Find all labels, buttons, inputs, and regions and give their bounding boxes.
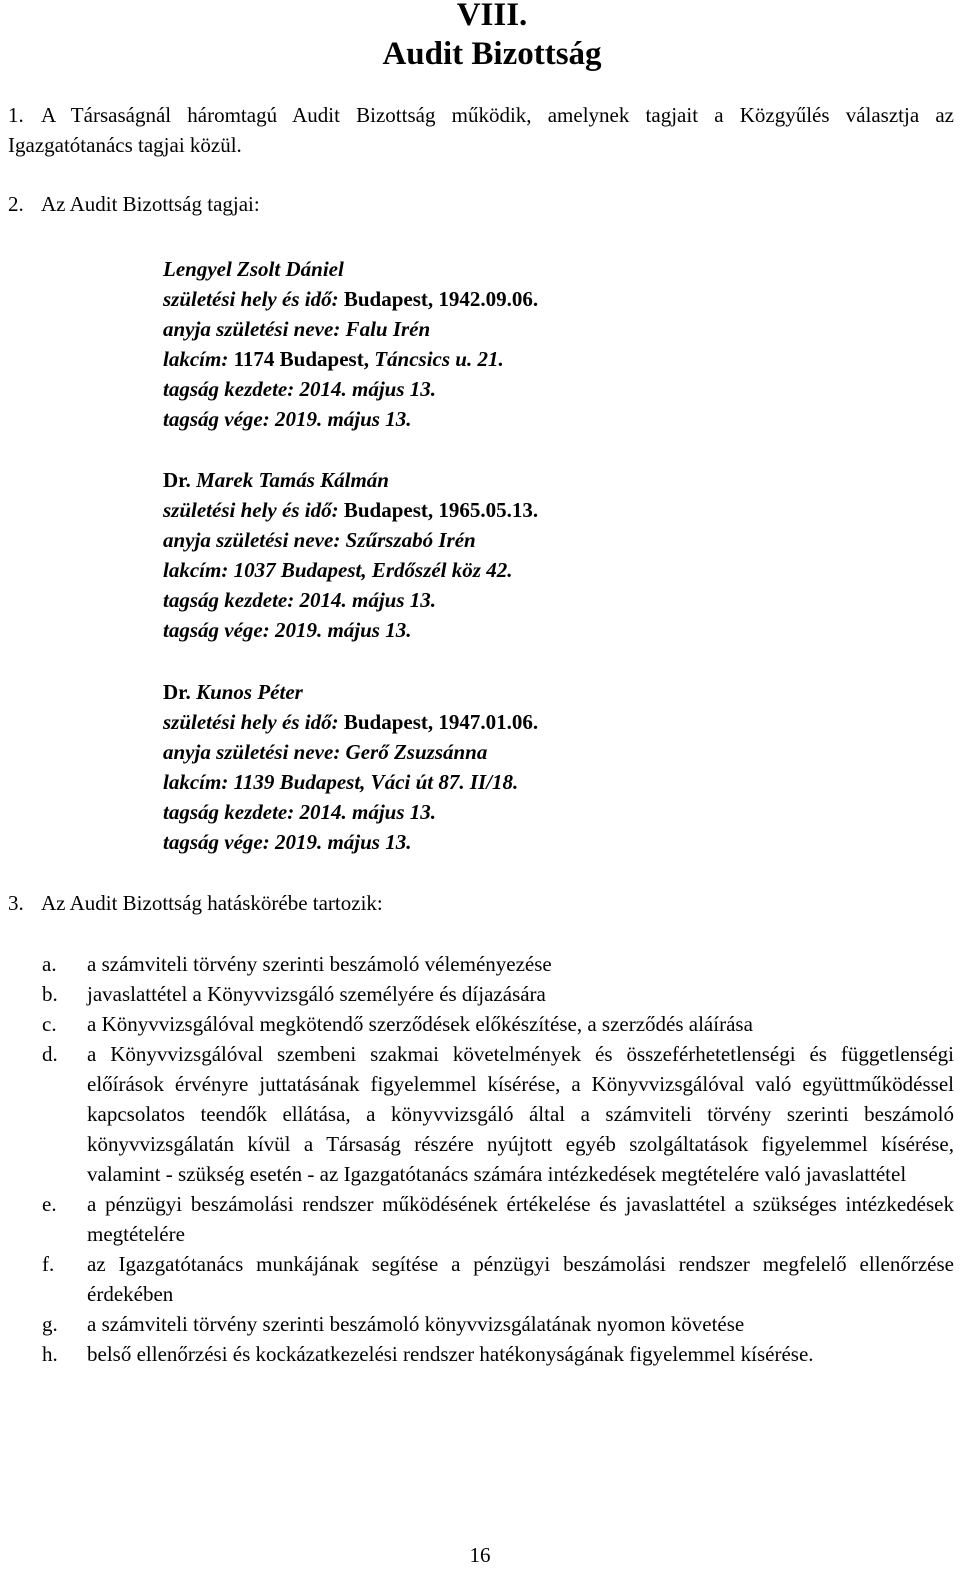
birth-value: Budapest, 1947.01.06. bbox=[338, 710, 539, 734]
item-text: a Könyvvizsgálóval megkötendő szerződések előkészítése, a szerződés aláírása bbox=[87, 1012, 753, 1036]
member-mother: anyja születési neve: Szűrszabó Irén bbox=[163, 528, 476, 552]
start-value: május 13. bbox=[351, 588, 437, 612]
member-name: Lengyel Zsolt Dániel bbox=[163, 257, 344, 281]
item-letter: b. bbox=[42, 982, 58, 1006]
list-item bbox=[42, 1249, 954, 1309]
list-item bbox=[42, 979, 954, 1009]
name-prefix: Dr. bbox=[163, 468, 197, 492]
chapter-number: VIII. bbox=[456, 0, 528, 33]
address-street: Táncsics u. 21. bbox=[374, 347, 504, 371]
member-block bbox=[163, 677, 538, 857]
member-name: Kunos Péter bbox=[196, 680, 303, 704]
list-item bbox=[42, 1189, 954, 1249]
member-mother: anyja születési neve: Gerő Zsuzsánna bbox=[163, 740, 488, 764]
item-letter: a. bbox=[42, 952, 57, 976]
chapter-title: Audit Bizottság bbox=[382, 36, 602, 72]
address-label: lakcím: 1037 bbox=[163, 558, 281, 582]
list-item bbox=[42, 1009, 954, 1039]
birth-label: születési hely és idő: bbox=[163, 710, 339, 734]
list-item bbox=[42, 1039, 954, 1189]
member-start bbox=[163, 374, 538, 404]
duties-list bbox=[42, 949, 954, 1369]
paragraph-1 bbox=[8, 100, 954, 160]
start-label: tagság kezdete: 2014. bbox=[163, 800, 352, 824]
paragraph-text: Az Audit Bizottság hatáskörébe tartozik: bbox=[41, 891, 383, 915]
name-prefix: Dr. bbox=[163, 680, 197, 704]
member-address bbox=[163, 344, 538, 374]
item-text: a számviteli törvény szerinti beszámoló véleményezése bbox=[87, 952, 552, 976]
member-block bbox=[163, 465, 538, 645]
list-item bbox=[42, 1339, 954, 1369]
paragraph-number: 2. bbox=[8, 192, 24, 216]
member-end: tagság vége: 2019. május 13. bbox=[163, 830, 412, 854]
address-value: Budapest, Váci út 87. II/18. bbox=[279, 770, 519, 794]
paragraph-number: 3. bbox=[8, 891, 24, 915]
item-letter: h. bbox=[42, 1342, 58, 1366]
member-block bbox=[163, 254, 538, 434]
paragraph-text: A Társaságnál háromtagú Audit Bizottság működik, amelynek tagjait a Közgyűlés választja az Igazgatótanács tagjai közül. bbox=[8, 103, 954, 157]
birth-value: Budapest, 1942.09.06. bbox=[338, 287, 539, 311]
member-address bbox=[163, 555, 538, 585]
item-text: a Könyvvizsgálóval szembeni szakmai követelmények és összeférhetetlenségi és függetlenségi előírások érvényre juttatásának figyelemmel kísérése, a Könyvvizsgálóval való együttműködéssel kapcsolatos teendők ellátása, a könyvvizsgáló által a számviteli törvény szerinti beszámoló könyvvizsgálatán kívül a Társaság részére nyújtott egyéb szolgáltatások figyelemmel kísérése, valamint - szükség esetén - az Igazgatótanács számára intézkedések megtételére való javaslattétel bbox=[87, 1042, 954, 1186]
member-start bbox=[163, 585, 538, 615]
item-letter: c. bbox=[42, 1012, 57, 1036]
birth-value: Budapest, 1965.05.13. bbox=[338, 498, 539, 522]
member-address bbox=[163, 767, 538, 797]
member-mother: anyja születési neve: Falu Irén bbox=[163, 317, 431, 341]
start-value: május 13. bbox=[351, 800, 437, 824]
address-label: lakcím: 1139 bbox=[163, 770, 280, 794]
birth-label: születési hely és idő: bbox=[163, 287, 339, 311]
item-letter: f. bbox=[42, 1252, 55, 1276]
item-text: a számviteli törvény szerinti beszámoló könyvvizsgálatának nyomon követése bbox=[87, 1312, 745, 1336]
member-name-line bbox=[163, 677, 538, 707]
list-item bbox=[42, 1309, 954, 1339]
paragraph-text: Az Audit Bizottság tagjai: bbox=[41, 192, 260, 216]
item-text: javaslattétel a Könyvvizsgáló személyére és díjazására bbox=[87, 982, 546, 1006]
paragraph-number: 1. bbox=[8, 103, 24, 127]
start-label: tagság kezdete: 2014. bbox=[163, 377, 352, 401]
address-value: 1174 Budapest, bbox=[228, 347, 375, 371]
item-text: belső ellenőrzési és kockázatkezelési rendszer hatékonyságának figyelemmel kísérése. bbox=[87, 1342, 814, 1366]
item-text: a pénzügyi beszámolási rendszer működésének értékelése és javaslattétel a szükséges intézkedések megtételére bbox=[87, 1192, 954, 1246]
start-value: május 13. bbox=[351, 377, 437, 401]
item-text: az Igazgatótanács munkájának segítése a pénzügyi beszámolási rendszer megfelelő ellenőrzése érdekében bbox=[87, 1252, 954, 1306]
list-item bbox=[42, 949, 954, 979]
paragraph-2 bbox=[8, 189, 260, 219]
member-name: Marek Tamás Kálmán bbox=[196, 468, 389, 492]
member-birth bbox=[163, 707, 538, 737]
address-value: Budapest, Erdőszél köz 42. bbox=[280, 558, 513, 582]
member-start bbox=[163, 797, 538, 827]
member-name-line bbox=[163, 254, 538, 284]
member-end: tagság vége: 2019. május 13. bbox=[163, 407, 412, 431]
paragraph-3 bbox=[8, 888, 383, 918]
member-end: tagság vége: 2019. május 13. bbox=[163, 618, 412, 642]
start-label: tagság kezdete: 2014. bbox=[163, 588, 352, 612]
member-birth bbox=[163, 495, 538, 525]
item-letter: g. bbox=[42, 1312, 58, 1336]
member-birth bbox=[163, 284, 538, 314]
birth-label: születési hely és idő: bbox=[163, 498, 339, 522]
address-label: lakcím: bbox=[163, 347, 229, 371]
item-letter: d. bbox=[42, 1042, 58, 1066]
page-number: 16 bbox=[469, 1543, 491, 1567]
member-name-line bbox=[163, 465, 538, 495]
item-letter: e. bbox=[42, 1192, 57, 1216]
